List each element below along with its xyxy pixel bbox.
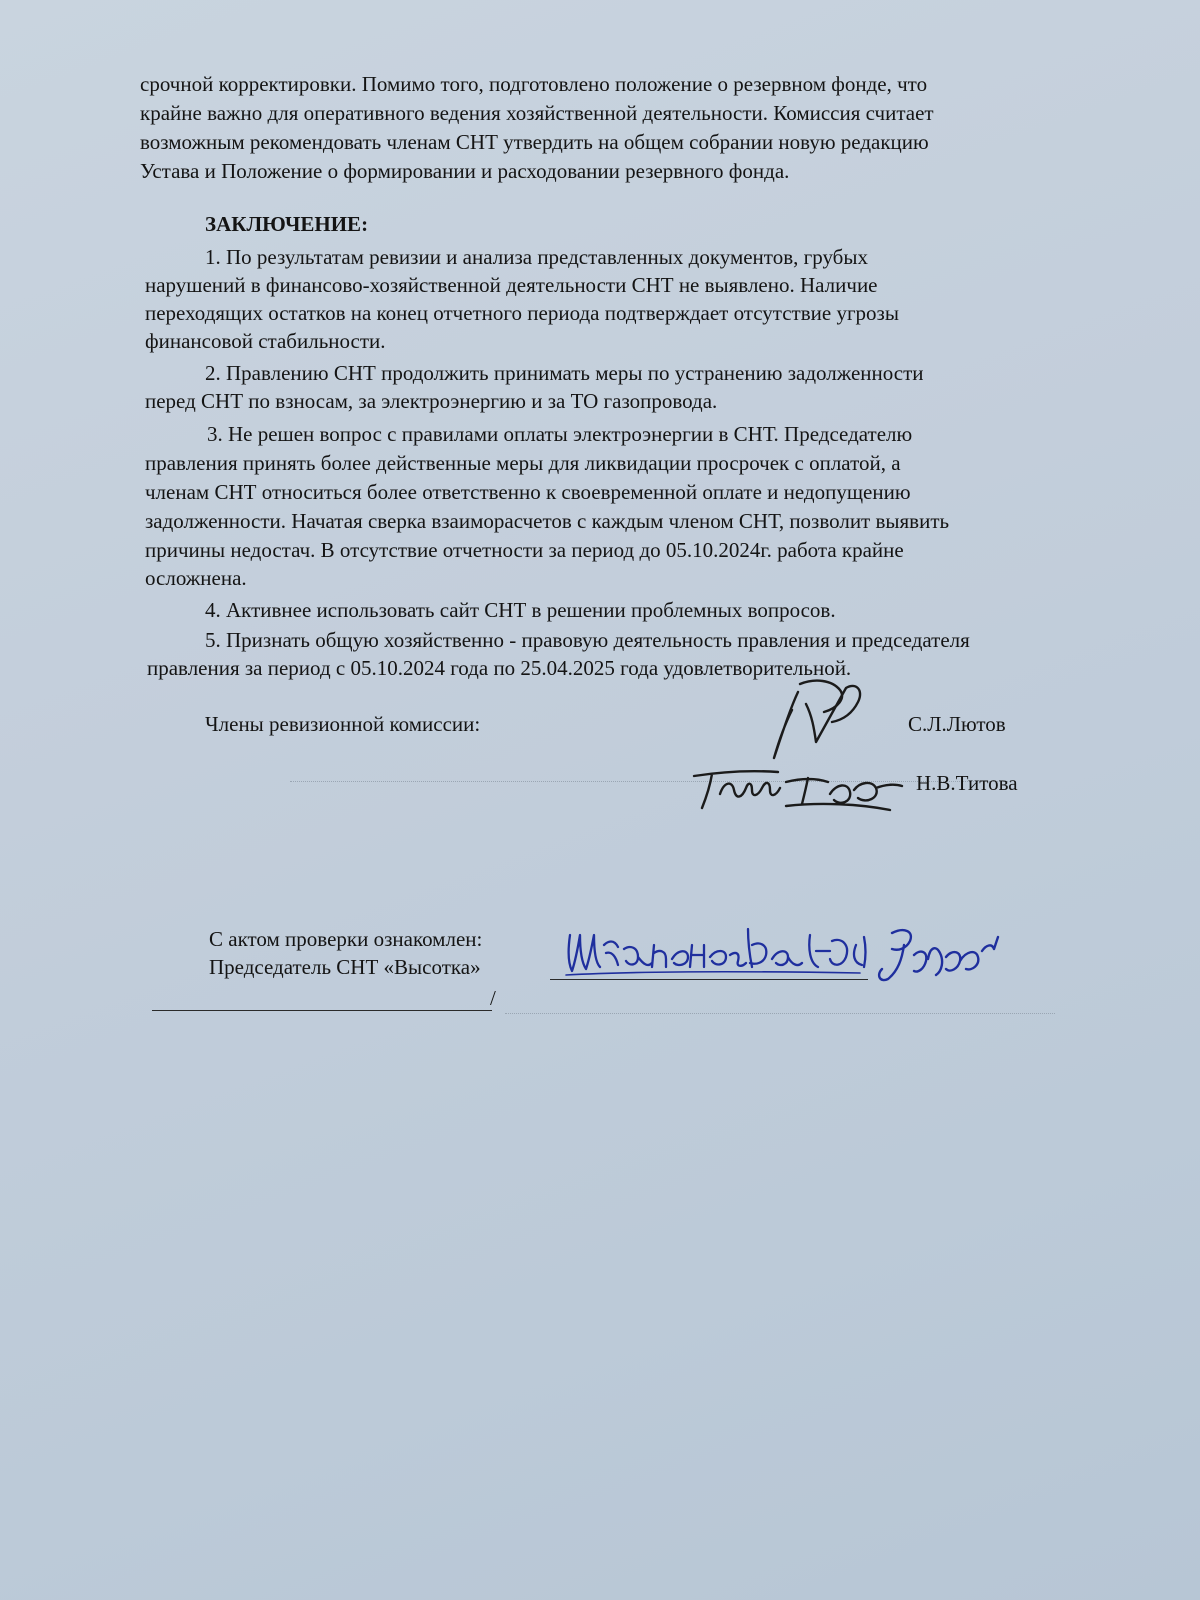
chairman-label: Председатель СНТ «Высотка» bbox=[209, 955, 481, 979]
intro-line-2: крайне важно для оперативного ведения хозяйственной деятельности. Комиссия считает bbox=[140, 101, 934, 125]
item-5-line-1: 5. Признать общую хозяйственно - правовую деятельность правления и председателя bbox=[205, 628, 970, 652]
bottom-sign-line bbox=[152, 1010, 492, 1011]
conclusion-heading: ЗАКЛЮЧЕНИЕ: bbox=[205, 212, 369, 236]
item-3-line-1: 3. Не решен вопрос с правилами оплаты электроэнергии в СНТ. Председателю bbox=[207, 422, 913, 446]
bottom-dotted-line bbox=[505, 1013, 1055, 1014]
commission-label: Члены ревизионной комиссии: bbox=[205, 712, 481, 736]
item-1-line-1: 1. По результатам ревизии и анализа представленных документов, грубых bbox=[205, 245, 868, 269]
lyutov-signature-mark bbox=[760, 664, 890, 774]
item-2-line-2: перед СНТ по взносам, за электроэнергию и за ТО газопровода. bbox=[145, 389, 718, 413]
member-1-name: С.Л.Лютов bbox=[908, 712, 1006, 736]
item-3-line-4: задолженности. Начатая сверка взаиморасчетов с каждым членом СНТ, позволит выявить bbox=[145, 509, 950, 533]
acknowledged-label: С актом проверки ознакомлен: bbox=[209, 927, 483, 951]
member-2-name: Н.В.Титова bbox=[916, 771, 1018, 795]
chairman-signature-mark bbox=[870, 915, 1020, 995]
item-3-line-5: причины недостач. В отсутствие отчетности за период до 05.10.2024г. работа крайне bbox=[145, 538, 904, 562]
item-3-line-3: членам СНТ относиться более ответственно к своевременной оплате и недопущению bbox=[145, 480, 911, 504]
intro-line-3: возможным рекомендовать членам СНТ утвердить на общем собрании новую редакцию bbox=[140, 130, 929, 154]
item-2-line-1: 2. Правлению СНТ продолжить принимать меры по устранению задолженности bbox=[205, 361, 924, 385]
titova-signature-mark bbox=[690, 760, 910, 820]
intro-line-4: Устава и Положение о формировании и расходовании резервного фонда. bbox=[140, 159, 790, 183]
intro-line-1: срочной корректировки. Помимо того, подготовлено положение о резервном фонде, что bbox=[140, 72, 928, 96]
slash-mark: / bbox=[490, 986, 496, 1010]
item-1-line-3: переходящих остатков на конец отчетного периода подтверждает отсутствие угрозы bbox=[145, 301, 899, 325]
item-5-line-2: правления за период с 05.10.2024 года по 25.04.2025 года удовлетворительной. bbox=[147, 656, 852, 680]
item-1-line-2: нарушений в финансово-хозяйственной деятельности СНТ не выявлено. Наличие bbox=[145, 273, 878, 297]
chairman-handwritten-name bbox=[560, 905, 890, 985]
item-4-line-1: 4. Активнее использовать сайт СНТ в решении проблемных вопросов. bbox=[205, 598, 836, 622]
item-3-line-6: осложнена. bbox=[145, 566, 247, 590]
item-3-line-2: правления принять более действенные меры для ликвидации просрочек с оплатой, а bbox=[145, 451, 901, 475]
item-1-line-4: финансовой стабильности. bbox=[145, 329, 386, 353]
